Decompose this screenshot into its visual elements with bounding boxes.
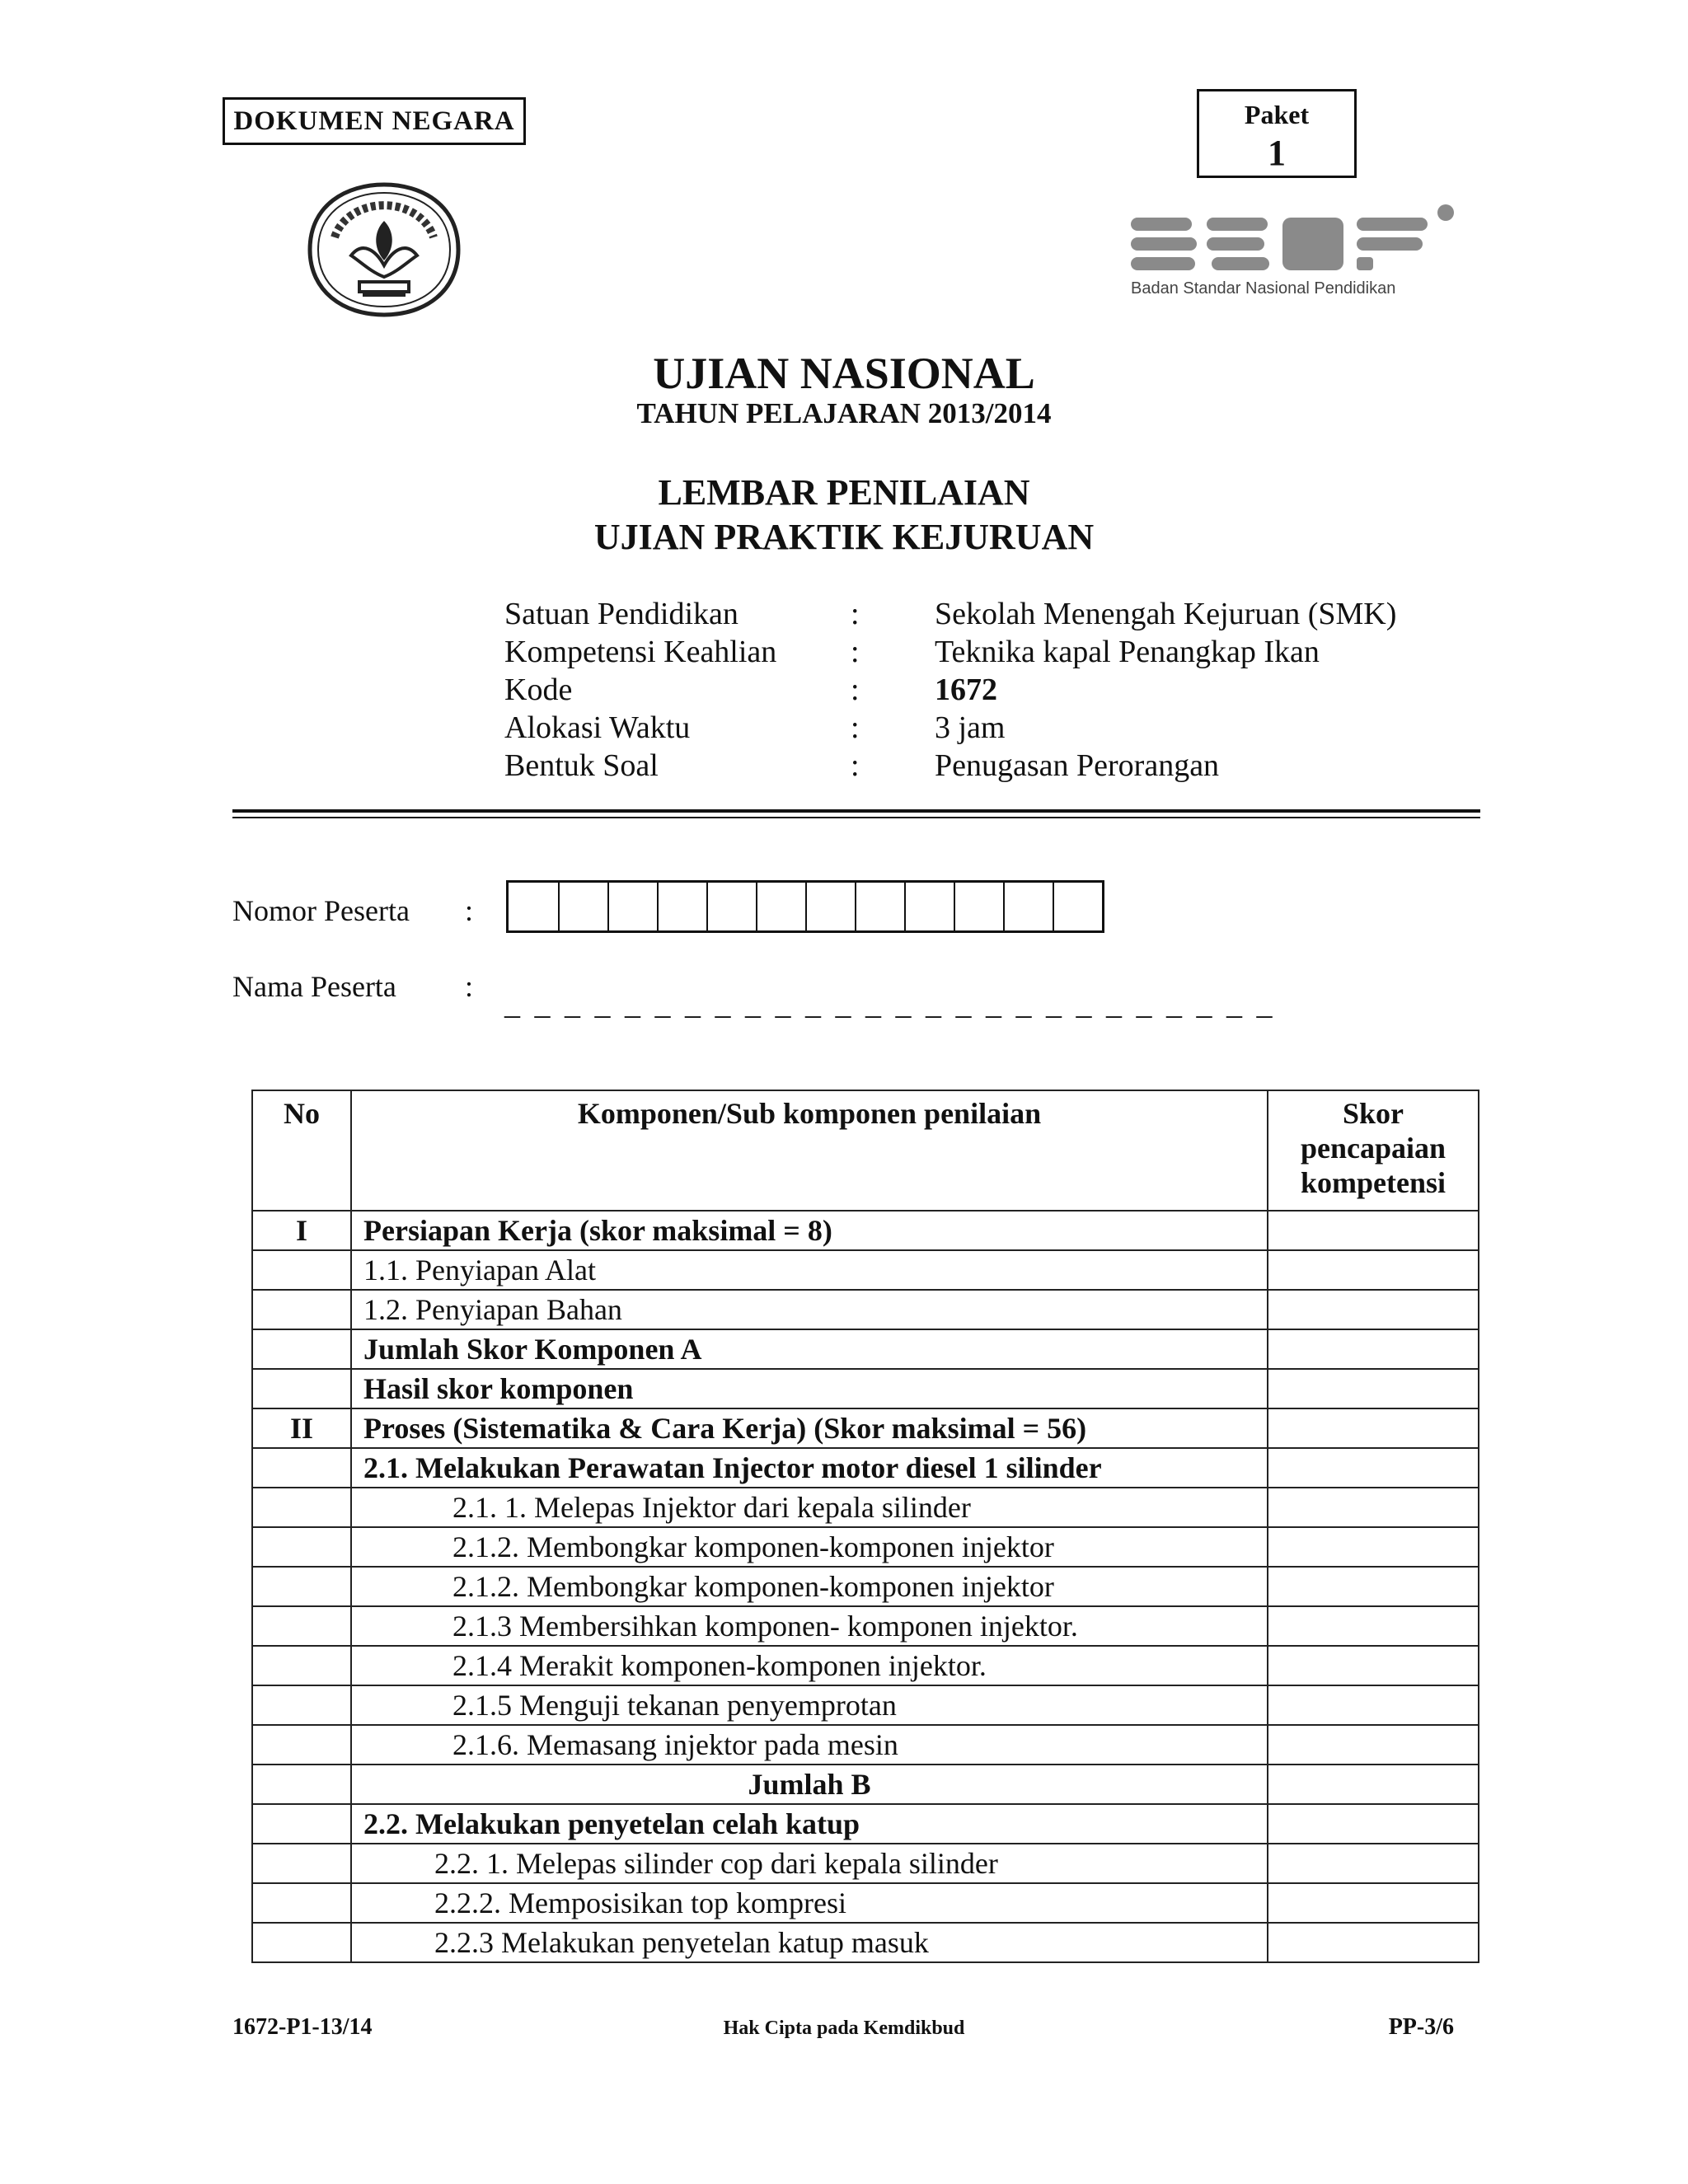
digit-box[interactable] [904,883,954,930]
digit-box[interactable] [756,883,805,930]
score-cell[interactable] [1268,1369,1479,1408]
academic-year: TAHUN PELAJARAN 2013/2014 [636,397,1052,429]
table-row [252,1606,1479,1646]
row-no [252,1646,351,1685]
row-no [252,1329,351,1369]
table-row [252,1211,1479,1250]
nama-peserta-label: Nama Peserta [232,970,396,1003]
paket-label: Paket [1244,100,1310,129]
info-row [504,747,1396,785]
digit-box[interactable] [1053,883,1102,930]
row-no [252,1685,351,1725]
table-row [252,1527,1479,1567]
score-cell[interactable] [1268,1685,1479,1725]
score-cell[interactable] [1268,1646,1479,1685]
info-colon: : [851,748,860,783]
row-no [252,1804,351,1844]
info-value-code: 1672 [935,673,997,707]
row-text: Proses (Sistematika & Cara Kerja) (Skor maksimal = 56) [351,1408,1268,1448]
row-text [351,1448,1268,1488]
digit-box[interactable] [954,883,1003,930]
row-no [252,1488,351,1527]
table-row [252,1329,1479,1369]
score-cell[interactable] [1268,1211,1479,1250]
info-value: 3 jam [935,710,1006,745]
row-text: 1.2. Penyiapan Bahan [351,1290,1268,1329]
assessment-table [251,1090,1479,1963]
score-cell[interactable] [1268,1250,1479,1290]
row-text: 2.1.6. Memasang injektor pada mesin [351,1725,1268,1765]
row-text: 2.2.2. Memposisikan top kompresi [351,1883,1268,1923]
row-no: II [252,1408,351,1448]
digit-box[interactable] [855,883,904,930]
row-no [252,1725,351,1765]
table-row [252,1685,1479,1725]
table-row [252,1250,1479,1290]
row-no [252,1448,351,1488]
digit-box[interactable] [706,883,756,930]
footer-copyright: Hak Cipta pada Kemdikbud [723,2018,965,2039]
bsnp-logo [1131,203,1461,303]
digit-box[interactable] [657,883,706,930]
row-no [252,1250,351,1290]
nomor-peserta-colon: : [465,894,474,927]
row-no: I [252,1211,351,1250]
score-cell[interactable] [1268,1527,1479,1567]
digit-box[interactable] [558,883,607,930]
row-no [252,1527,351,1567]
row-no [252,1883,351,1923]
info-value: Teknika kapal Penangkap Ikan [935,635,1320,669]
paket-number: 1 [1268,133,1286,173]
digit-box[interactable] [607,883,657,930]
row-text: 2.1.3 Membersihkan komponen- komponen injektor. [351,1606,1268,1646]
score-cell[interactable] [1268,1883,1479,1923]
info-colon: : [851,710,860,745]
row-text: 2.2.3 Melakukan penyetelan katup masuk [351,1923,1268,1962]
score-cell[interactable] [1268,1844,1479,1883]
row-text: Jumlah Skor Komponen A [351,1329,1268,1369]
header-skor-line2: pencapaian [1300,1132,1447,1165]
nama-peserta-colon: : [465,970,474,1003]
row-text: Persiapan Kerja (skor maksimal = 8) [351,1211,1268,1250]
table-row [252,1408,1479,1448]
table-row [252,1844,1479,1883]
table-row [252,1369,1479,1408]
table-row [252,1290,1479,1329]
table-row [252,1804,1479,1844]
table-row [252,1883,1479,1923]
paket-box [1197,89,1357,178]
score-cell[interactable] [1268,1725,1479,1765]
table-row [252,1923,1479,1962]
row-text: 1.1. Penyiapan Alat [351,1250,1268,1290]
score-cell[interactable] [1268,1448,1479,1488]
table-row [252,1765,1479,1804]
info-label: Satuan Pendidikan [504,597,738,631]
row-no [252,1567,351,1606]
row-no [252,1923,351,1962]
row-text-rest: . Melakukan penyetelan celah katup [401,1807,860,1840]
info-label: Bentuk Soal [504,748,659,783]
divider-line [232,817,1480,818]
exam-title: UJIAN NASIONAL [653,349,1035,398]
header-skor-line1: Skor [1342,1097,1404,1130]
row-text-number: 2.1 [363,1451,401,1484]
table-row [252,1567,1479,1606]
nomor-peserta-input[interactable] [506,880,1104,933]
row-text: 2.1.2. Membongkar komponen-komponen injektor [351,1567,1268,1606]
row-text: 2.1. 1. Melepas Injektor dari kepala silinder [351,1488,1268,1527]
score-cell[interactable] [1268,1567,1479,1606]
row-text: Jumlah B [351,1765,1268,1804]
score-cell[interactable] [1268,1923,1479,1962]
info-colon: : [851,673,860,707]
table-row [252,1488,1479,1527]
row-text-rest: . Melakukan Perawatan Injector motor diesel 1 silinder [401,1451,1102,1484]
info-row [504,633,1396,671]
header-skor [1268,1090,1479,1211]
digit-box[interactable] [805,883,855,930]
row-no [252,1290,351,1329]
info-label: Alokasi Waktu [504,710,691,745]
row-text: 2.1.2. Membongkar komponen-komponen injektor [351,1527,1268,1567]
info-row [504,671,1396,709]
score-cell[interactable] [1268,1765,1479,1804]
score-cell[interactable] [1268,1408,1479,1448]
table-row [252,1448,1479,1488]
bsnp-caption: Badan Standar Nasional Pendidikan [1131,279,1396,298]
exam-info [504,595,1396,785]
info-value: Penugasan Perorangan [935,748,1220,783]
sheet-title-line2: UJIAN PRAKTIK KEJURUAN [593,517,1095,557]
nama-peserta-field[interactable]: _ _ _ _ _ _ _ _ _ _ _ _ _ _ _ _ _ _ _ _ _ _ _ _ _ _ [504,987,1276,1021]
table-row [252,1646,1479,1685]
divider-line [232,809,1480,813]
row-no [252,1369,351,1408]
row-no [252,1606,351,1646]
row-text: 2.2. 1. Melepas silinder cop dari kepala silinder [351,1844,1268,1883]
score-cell[interactable] [1268,1804,1479,1844]
row-no [252,1765,351,1804]
score-cell[interactable] [1268,1606,1479,1646]
tut-wuri-handayani-logo [302,180,467,320]
row-text: Hasil skor komponen [351,1369,1268,1408]
row-text [351,1804,1268,1844]
info-label: Kode [504,673,573,707]
row-text: 2.1.4 Merakit komponen-komponen injektor. [351,1646,1268,1685]
table-header-row [252,1090,1479,1211]
row-no [252,1844,351,1883]
header-skor-line3: kompetensi [1300,1166,1446,1199]
sheet-title-line1: LEMBAR PENILAIAN [658,472,1030,513]
score-cell[interactable] [1268,1290,1479,1329]
footer-code: 1672-P1-13/14 [232,2014,373,2040]
row-text: 2.1.5 Menguji tekanan penyemprotan [351,1685,1268,1725]
info-label: Kompetensi Keahlian [504,635,777,669]
info-colon: : [851,635,860,669]
digit-box[interactable] [509,883,558,930]
header-komponen: Komponen/Sub komponen penilaian [351,1090,1268,1211]
document-label: DOKUMEN NEGARA [223,97,526,145]
info-value: Sekolah Menengah Kejuruan (SMK) [935,597,1397,631]
header-no: No [252,1090,351,1211]
info-row [504,595,1396,633]
nomor-peserta-label: Nomor Peserta [232,894,410,927]
info-colon: : [851,597,860,631]
info-row [504,709,1396,747]
row-text-number: 2.2 [363,1807,401,1840]
footer-page: PP-3/6 [1388,2014,1454,2040]
digit-box[interactable] [1003,883,1053,930]
score-cell[interactable] [1268,1488,1479,1527]
score-cell[interactable] [1268,1329,1479,1369]
table-row [252,1725,1479,1765]
